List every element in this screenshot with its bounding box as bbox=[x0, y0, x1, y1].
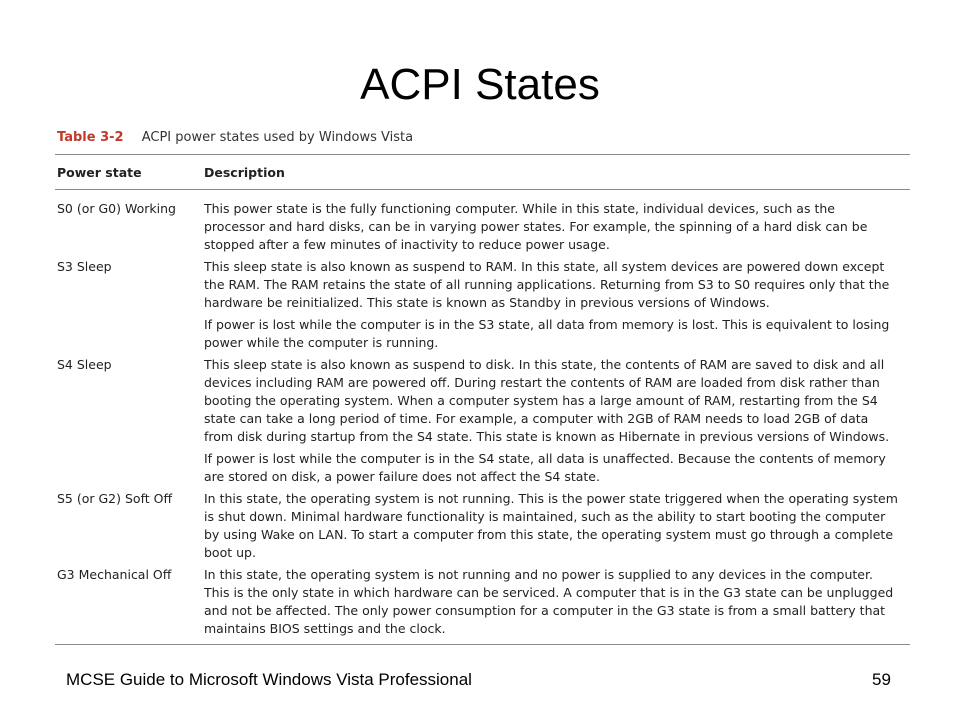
description-cell bbox=[204, 258, 910, 352]
power-state-cell: S3 Sleep bbox=[57, 259, 112, 274]
table-row bbox=[55, 356, 910, 486]
slide-title: ACPI States bbox=[360, 60, 600, 109]
table-row bbox=[55, 490, 910, 562]
acpi-states-table bbox=[55, 130, 910, 645]
table-row bbox=[55, 190, 910, 254]
table-caption bbox=[55, 130, 910, 146]
column-header-power-state: Power state bbox=[57, 165, 142, 180]
description-cell bbox=[204, 200, 910, 254]
slide-page-number: 59 bbox=[872, 670, 891, 689]
description-paragraph: If power is lost while the computer is in the S3 state, all data from memory is lost. This is equivalent to losing power while the computer is running. bbox=[204, 317, 890, 350]
table-number: Table 3-2 bbox=[57, 130, 124, 145]
description-cell bbox=[204, 356, 910, 486]
slide-footer-text: MCSE Guide to Microsoft Windows Vista Professional bbox=[66, 670, 472, 689]
power-state-cell: S5 (or G2) Soft Off bbox=[57, 491, 173, 506]
table-bottom-rule bbox=[55, 644, 910, 645]
table-row bbox=[55, 258, 910, 352]
description-paragraph: This power state is the fully functioning computer. While in this state, individual devices, such as the processor and hard disks, can be in varying power states. For example, the spinning of a hard disk can be stopped after a few minutes of inactivity to reduce power usage. bbox=[204, 201, 868, 252]
power-state-cell: G3 Mechanical Off bbox=[57, 567, 172, 582]
description-paragraph: If power is lost while the computer is in the S4 state, all data is unaffected. Because the contents of memory are stored on disk, a power failure does not affect the S4 state. bbox=[204, 451, 886, 484]
description-cell bbox=[204, 566, 910, 638]
table-caption-text: ACPI power states used by Windows Vista bbox=[141, 130, 414, 145]
table-header-row bbox=[55, 155, 910, 189]
table-row bbox=[55, 566, 910, 638]
description-cell bbox=[204, 490, 910, 562]
description-paragraph: This sleep state is also known as suspend to RAM. In this state, all system devices are powered down except the RAM. The RAM retains the state of all running applications. Returning from S3 to S0 requires only that the hardware be reinitialized. This state is known as Standby in previous versions of Windows. bbox=[204, 259, 890, 310]
column-header-description: Description bbox=[204, 165, 285, 180]
power-state-cell: S4 Sleep bbox=[57, 357, 112, 372]
power-state-cell: S0 (or G0) Working bbox=[57, 201, 176, 216]
description-paragraph: This sleep state is also known as suspend to disk. In this state, the contents of RAM are saved to disk and all devices including RAM are powered off. During restart the contents of RAM are loaded from disk rather than booting the operating system. When a computer system has a large amount of RAM, restarting from the S4 state can take a long period of time. For example, a computer with 2GB of RAM needs to load 2GB of data from disk during startup from the S4 state. This state is known as Hibernate in previous versions of Windows. bbox=[204, 357, 890, 444]
description-paragraph: In this state, the operating system is not running and no power is supplied to any devices in the computer. This is the only state in which hardware can be serviced. A computer that is in the G3 state can be unplugged and not be affected. The only power consumption for a computer in the G3 state is from a small battery that maintains BIOS settings and the clock. bbox=[204, 567, 894, 636]
description-paragraph: In this state, the operating system is not running. This is the power state triggered when the operating system is shut down. Minimal hardware functionality is maintained, such as the ability to start booting the computer by using Wake on LAN. To start a computer from this state, the operating system must go through a complete boot up. bbox=[204, 491, 898, 560]
